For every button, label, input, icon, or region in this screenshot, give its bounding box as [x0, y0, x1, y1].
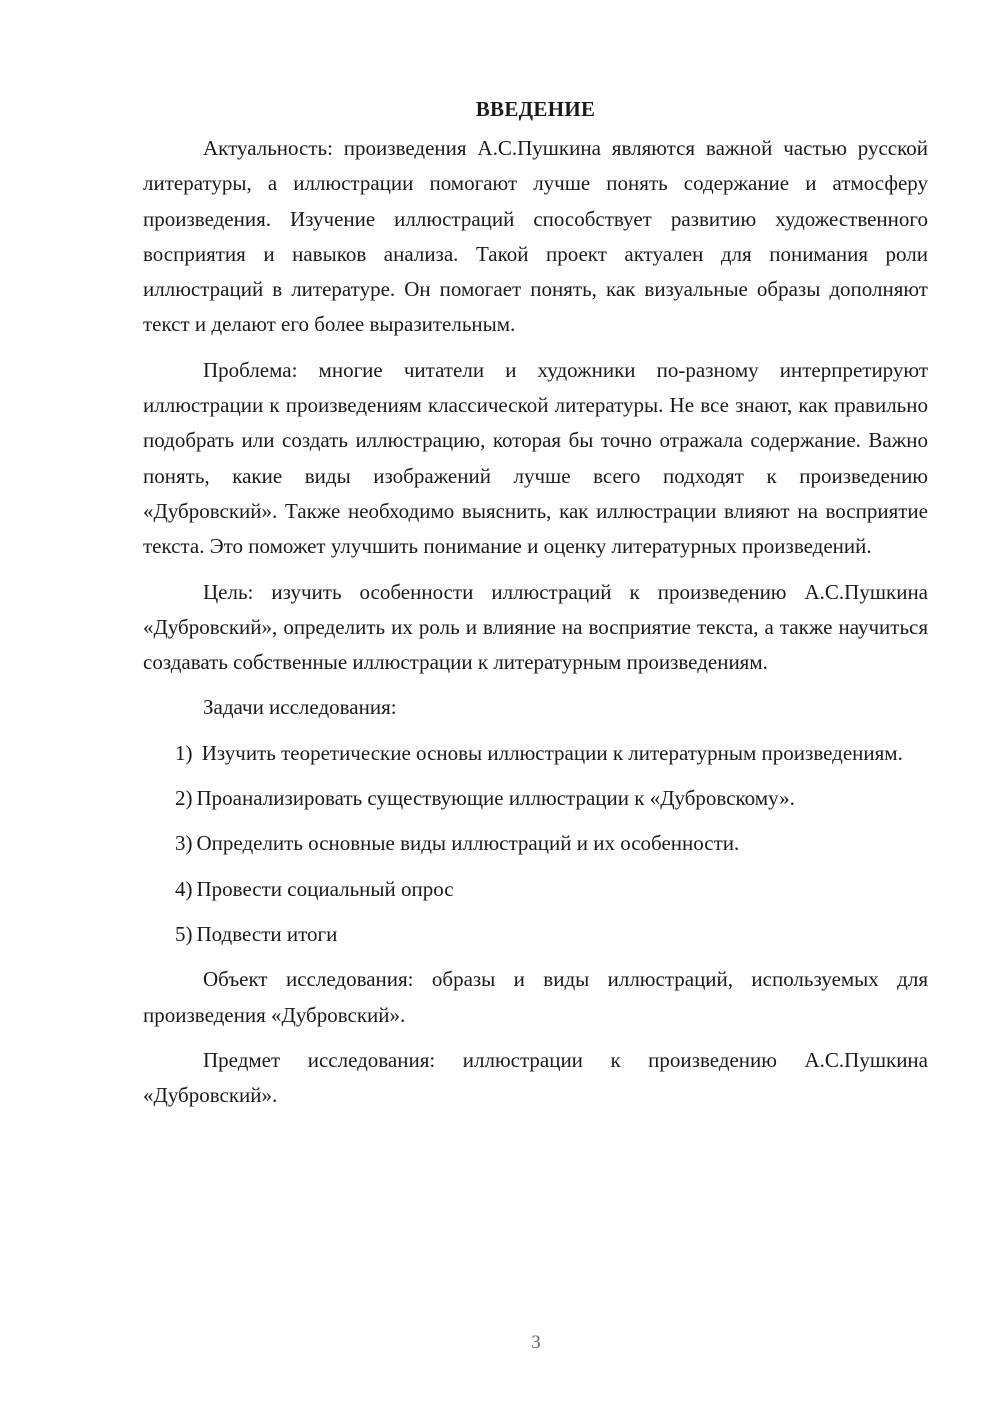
- task-text: Подвести итоги: [196, 921, 338, 946]
- list-item: [143, 872, 928, 907]
- task-number: 5): [175, 921, 193, 946]
- paragraph-problem: Проблема: многие читатели и художники по-разному интерпретируют иллюстрации к произведениям классической литературы. Не все знают, как правильно подобрать или создать иллюстрацию, которая бы точно отражала содержание. Важно понять, какие виды изображений лучше всего подходят к произведению «Дубровский». Также необходимо выяснить, как иллюстрации влияют на восприятие текста. Это поможет улучшить понимание и оценку литературных произведений.: [143, 357, 928, 559]
- list-item: [143, 781, 928, 816]
- task-text: Проанализировать существующие иллюстрации к «Дубровскому».: [196, 786, 795, 811]
- task-text: Определить основные виды иллюстраций и их особенности.: [196, 831, 740, 856]
- task-number: 1): [175, 740, 193, 765]
- paragraph-object: Объект исследования: образы и виды иллюстраций, используемых для произведения «Дубровский».: [143, 967, 928, 1027]
- paragraph-subject: Предмет исследования: иллюстрации к произведению А.С.Пушкина «Дубровский».: [143, 1047, 928, 1108]
- task-number: 2): [175, 786, 193, 811]
- page-title: ВВЕДЕНИЕ: [475, 97, 596, 121]
- task-text: Изучить теоретические основы иллюстрации к литературным произведениям.: [201, 740, 903, 765]
- task-number: 4): [175, 876, 193, 901]
- paragraph-relevance: Актуальность: произведения А.С.Пушкина являются важной частью русской литературы, а иллюстрации помогают лучше понять содержание и атмосферу произведения. Изучение иллюстраций способствует развитию художественного восприятия и навыков анализа. Такой проект актуален для понимания роли иллюстраций в литературе. Он помогает понять, как визуальные образы дополняют текст и делают его более выразительным.: [143, 136, 928, 337]
- task-text: Провести социальный опрос: [196, 876, 454, 901]
- task-number: 3): [175, 831, 193, 856]
- document-page: [143, 92, 928, 1123]
- page-number: 3: [531, 1332, 541, 1353]
- list-item: [143, 736, 928, 771]
- list-item: [143, 826, 928, 861]
- paragraph-goal: Цель: изучить особенности иллюстраций к произведению А.С.Пушкина «Дубровский», определить их роль и влияние на восприятие текста, а также научиться создавать собственные иллюстрации к литературным произведениям.: [143, 579, 928, 675]
- tasks-heading: Задачи исследования:: [203, 695, 397, 720]
- tasks-list: [143, 736, 928, 952]
- list-item: [143, 917, 928, 952]
